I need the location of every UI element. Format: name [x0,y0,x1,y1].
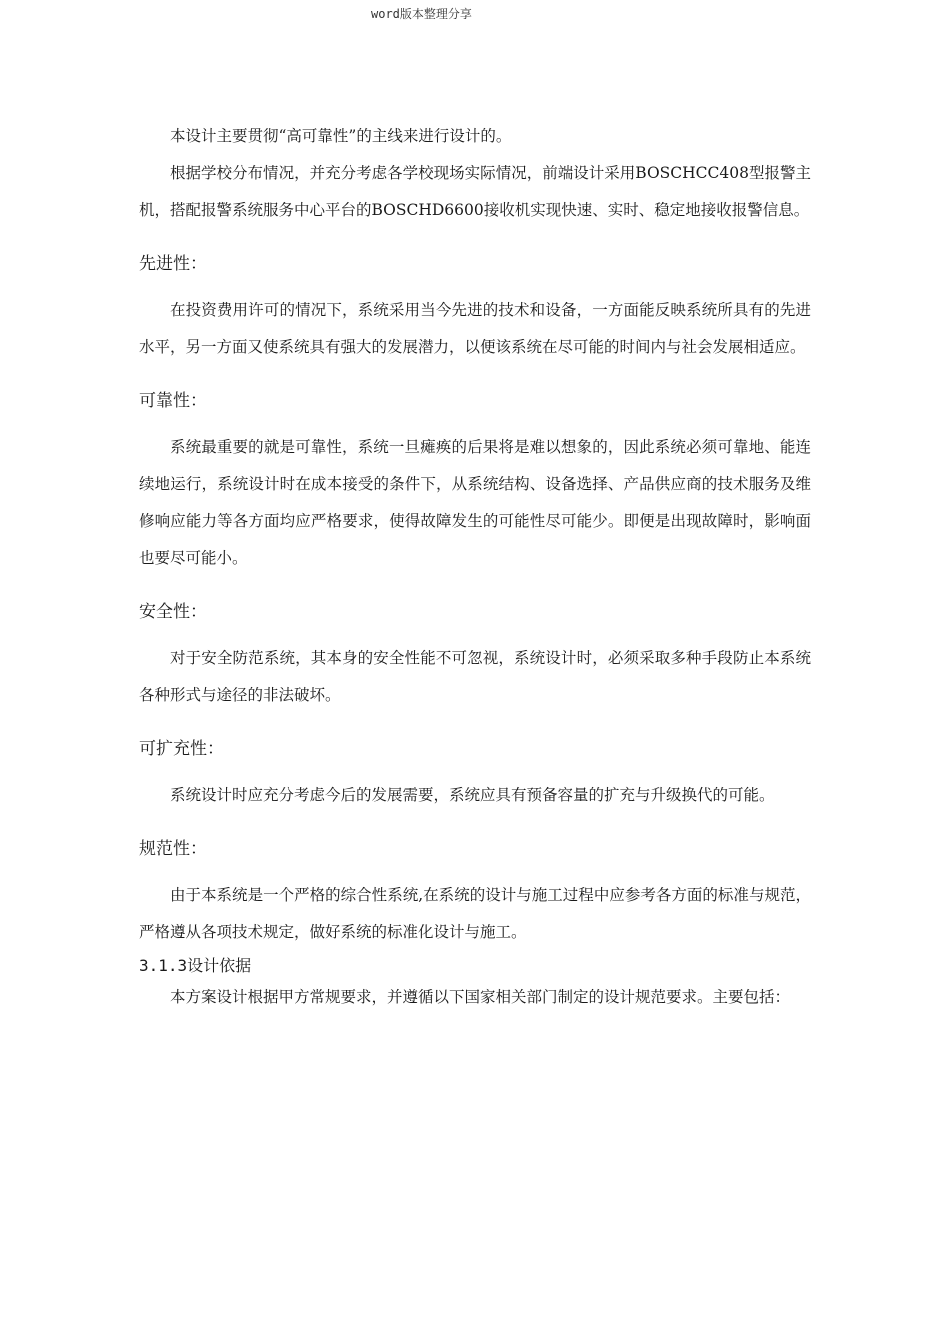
section-body-standard: 由于本系统是一个严格的综合性系统,在系统的设计与施工过程中应参考各方面的标准与规范，严格遵从各项技术规定，做好系统的标准化设计与施工。 [139,886,811,941]
section-heading-security: 安全性： [139,602,207,622]
section-body-scalability: 系统设计时应充分考虑今后的发展需要，系统应具有预备容量的扩充与升级换代的可能。 [170,786,775,804]
subsection-title: 设计依据 [187,956,252,975]
section-heading-advanced: 先进性： [139,254,207,274]
section-body-reliability: 系统最重要的就是可靠性，系统一旦瘫痪的后果将是难以想象的，因此系统必须可靠地、能连续地运行，系统设计时在成本接受的条件下，从系统结构、设备选择、产品供应商的技术服务及维修响应能力等各方面均应严格要求，使得故障发生的可能性尽可能少。即便是出现故障时，影响面也要尽可能小。 [139,438,811,567]
section-body-basis: 本方案设计根据甲方常规要求，并遵循以下国家相关部门制定的设计规范要求。主要包括： [170,988,791,1006]
intro-paragraph-2: 根据学校分布情况，并充分考虑各学校现场实际情况，前端设计采用BOSCHCC408型报警主机，搭配报警系统服务中心平台的BOSCHD6600接收机实现快速、实时、稳定地接收报警信息。 [139,164,811,219]
page-header: word版本整理分享 [371,7,472,21]
section-body-advanced: 在投资费用许可的情况下，系统采用当今先进的技术和设备，一方面能反映系统所具有的先进水平，另一方面又使系统具有强大的发展潜力，以便该系统在尽可能的时间内与社会发展相适应。 [139,301,811,356]
subsection-number: 3.1.3 [139,956,188,975]
subsection-heading-basis [139,953,811,979]
document-body [139,118,811,1016]
section-body-security: 对于安全防范系统，其本身的安全性能不可忽视，系统设计时，必须采取多种手段防止本系统各种形式与途径的非法破坏。 [139,649,811,704]
section-heading-reliability: 可靠性： [139,391,207,411]
section-heading-standard: 规范性： [139,839,207,859]
section-heading-scalability: 可扩充性： [139,739,224,759]
intro-paragraph-1: 本设计主要贯彻“高可靠性”的主线来进行设计的。 [170,127,512,145]
